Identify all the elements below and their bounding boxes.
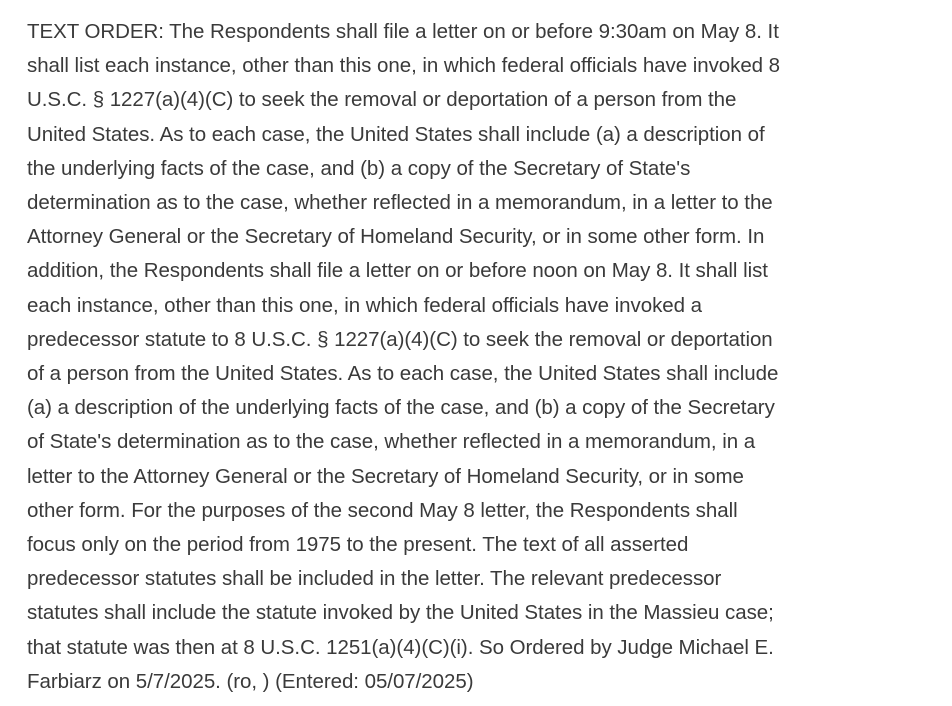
order-text-line: determination as to the case, whether reflected in a memorandum, in a letter to the [27,191,773,215]
order-text-line: statutes shall include the statute invoked by the United States in the Massieu case; [27,601,774,625]
order-text-line: Farbiarz on 5/7/2025. (ro, ) (Entered: 05/07/2025) [27,669,474,693]
order-text-line: predecessor statutes shall be included in the letter. The relevant predecessor [27,567,722,591]
order-text-line: predecessor statute to 8 U.S.C. § 1227(a)(4)(C) to seek the removal or deportation [27,327,773,351]
order-text-line: that statute was then at 8 U.S.C. 1251(a)(4)(C)(i). So Ordered by Judge Michael E. [27,635,774,659]
text-order-entry [27,15,932,699]
order-text-line: of a person from the United States. As to each case, the United States shall include [27,362,779,386]
order-text-line: of State's determination as to the case, whether reflected in a memorandum, in a [27,430,756,454]
order-text-line: shall list each instance, other than this one, in which federal officials have invoked 8 [27,54,781,78]
order-text-line: (a) a description of the underlying facts of the case, and (b) a copy of the Secretary [27,396,775,420]
order-text-line: United States. As to each case, the United States shall include (a) a description of [27,122,765,146]
order-text-line: U.S.C. § 1227(a)(4)(C) to seek the removal or deportation of a person from the [27,88,737,112]
order-text-line: addition, the Respondents shall file a letter on or before noon on May 8. It shall list [27,259,768,283]
order-text-line: each instance, other than this one, in which federal officials have invoked a [27,293,702,317]
order-text-line: TEXT ORDER: The Respondents shall file a letter on or before 9:30am on May 8. It [27,20,779,43]
order-text-line: other form. For the purposes of the second May 8 letter, the Respondents shall [27,498,738,522]
order-text-line: the underlying facts of the case, and (b) a copy of the Secretary of State's [27,156,691,180]
order-text-line: letter to the Attorney General or the Secretary of Homeland Security, or in some [27,464,744,488]
order-text-line: focus only on the period from 1975 to the present. The text of all asserted [27,533,689,557]
order-text-line: Attorney General or the Secretary of Homeland Security, or in some other form. In [27,225,765,249]
